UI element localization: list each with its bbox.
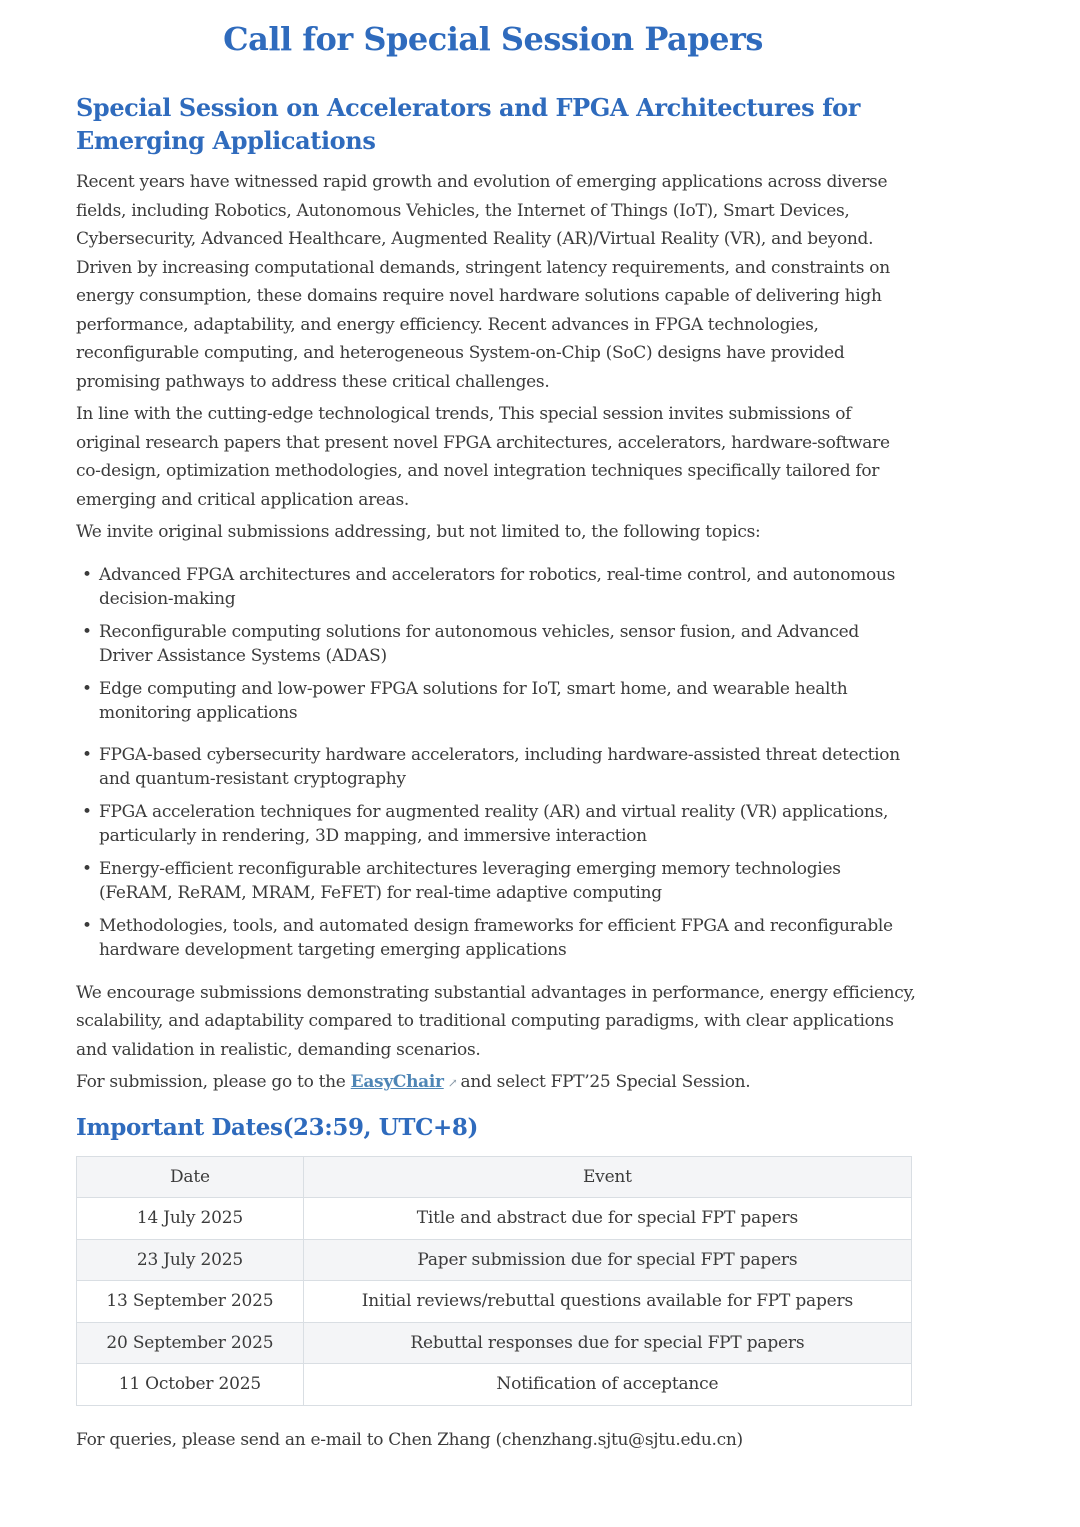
submission-text-before: For submission, please go to the — [76, 1072, 346, 1092]
bullet-icon: • — [82, 621, 92, 642]
topic-text: Edge computing and low-power FPGA solutions for IoT, smart home, and wearable health monitoring applications — [99, 678, 848, 723]
date-cell: 11 October 2025 — [77, 1364, 304, 1406]
topic-text: FPGA acceleration techniques for augmented reality (AR) and virtual reality (VR) applications, particularly in rendering, 3D mapping, and immersive interaction — [99, 801, 889, 846]
contact-paragraph: For queries, please send an e-mail to Chen Zhang (chenzhang.sjtu@sjtu.edu.cn) — [76, 1429, 743, 1450]
topics-list — [76, 563, 916, 963]
date-cell: 23 July 2025 — [77, 1239, 304, 1281]
content — [76, 91, 916, 1454]
trends-paragraph: In line with the cutting-edge technological trends, This special session invites submissions of original research papers that present novel FPGA architectures, accelerators, hardware-software co-design, optimization methodologies, and novel integration techniques specifically tailored for emerging and critical application areas. — [76, 404, 890, 510]
event-cell: Title and abstract due for special FPT papers — [303, 1198, 911, 1240]
submission-paragraph — [76, 1068, 916, 1098]
bullet-icon: • — [82, 678, 92, 699]
session-title: Special Session on Accelerators and FPGA Architectures for Emerging Applications — [76, 93, 861, 155]
table-row — [77, 1322, 912, 1364]
bullet-icon: • — [82, 858, 92, 879]
topic-text: FPGA-based cybersecurity hardware accelerators, including hardware-assisted threat detection and quantum-resistant cryptography — [99, 744, 900, 789]
table-row — [77, 1239, 912, 1281]
column-header-date: Date — [77, 1156, 304, 1198]
event-cell: Notification of acceptance — [303, 1364, 911, 1406]
date-cell: 14 July 2025 — [77, 1198, 304, 1240]
list-item — [76, 620, 916, 669]
table-row — [77, 1198, 912, 1240]
list-item — [76, 563, 916, 612]
table-header-row — [77, 1156, 912, 1198]
bullet-icon: • — [82, 564, 92, 585]
list-item — [76, 857, 916, 906]
external-link-icon: ↗ — [447, 1076, 458, 1090]
list-item — [76, 743, 916, 792]
event-cell: Rebuttal responses due for special FPT papers — [303, 1322, 911, 1364]
topic-text: Reconfigurable computing solutions for autonomous vehicles, sensor fusion, and Advanced Driver Assistance Systems (ADAS) — [99, 621, 859, 666]
topic-text: Energy-efficient reconfigurable architectures leveraging emerging memory technologies (FeRAM, ReRAM, MRAM, FeFET) for real-time adaptive computing — [99, 858, 841, 903]
important-dates-title: Important Dates(23:59, UTC+8) — [76, 1113, 479, 1141]
table-row — [77, 1281, 912, 1323]
encourage-paragraph: We encourage submissions demonstrating substantial advantages in performance, energy efficiency, scalability, and adaptability compared to traditional computing paradigms, with clear applications and validation in realistic, demanding scenarios. — [76, 982, 916, 1060]
date-cell: 13 September 2025 — [77, 1281, 304, 1323]
list-item — [76, 677, 916, 726]
column-header-event: Event — [303, 1156, 911, 1198]
list-item — [76, 914, 916, 963]
submission-text-after: and select FPT’25 Special Session. — [460, 1072, 751, 1092]
event-cell: Initial reviews/rebuttal questions available for FPT papers — [303, 1281, 911, 1323]
intro-paragraph: Recent years have witnessed rapid growth and evolution of emerging applications across diverse fields, including Robotics, Autonomous Vehicles, the Internet of Things (IoT), Smart Devices, Cybersecurity, Advanced Healthcare, Augmented Reality (AR)/Virtual Reality (VR), and beyond. Driven by increasing computational demands, stringent latency requirements, and constraints on energy consumption, these domains require novel hardware solutions capable of delivering high performance, adaptability, and energy efficiency. Recent advances in FPGA technologies, reconfigurable computing, and heterogeneous System-on-Chip (SoC) designs have provided promising pathways to address these critical challenges. — [76, 172, 890, 392]
topic-text: Advanced FPGA architectures and accelerators for robotics, real-time control, and autonomous decision-making — [99, 564, 896, 609]
topic-text: Methodologies, tools, and automated design frameworks for efficient FPGA and reconfigurable hardware development targeting emerging applications — [99, 915, 893, 960]
table-row — [77, 1364, 912, 1406]
important-dates-table — [76, 1156, 912, 1406]
bullet-icon: • — [82, 744, 92, 765]
invite-paragraph: We invite original submissions addressing, but not limited to, the following topics: — [76, 522, 761, 542]
easychair-link[interactable]: EasyChair — [350, 1072, 444, 1092]
date-cell: 20 September 2025 — [77, 1322, 304, 1364]
list-item — [76, 800, 916, 849]
bullet-icon: • — [82, 801, 92, 822]
event-cell: Paper submission due for special FPT papers — [303, 1239, 911, 1281]
page-title: Call for Special Session Papers — [223, 20, 763, 58]
bullet-icon: • — [82, 915, 92, 936]
